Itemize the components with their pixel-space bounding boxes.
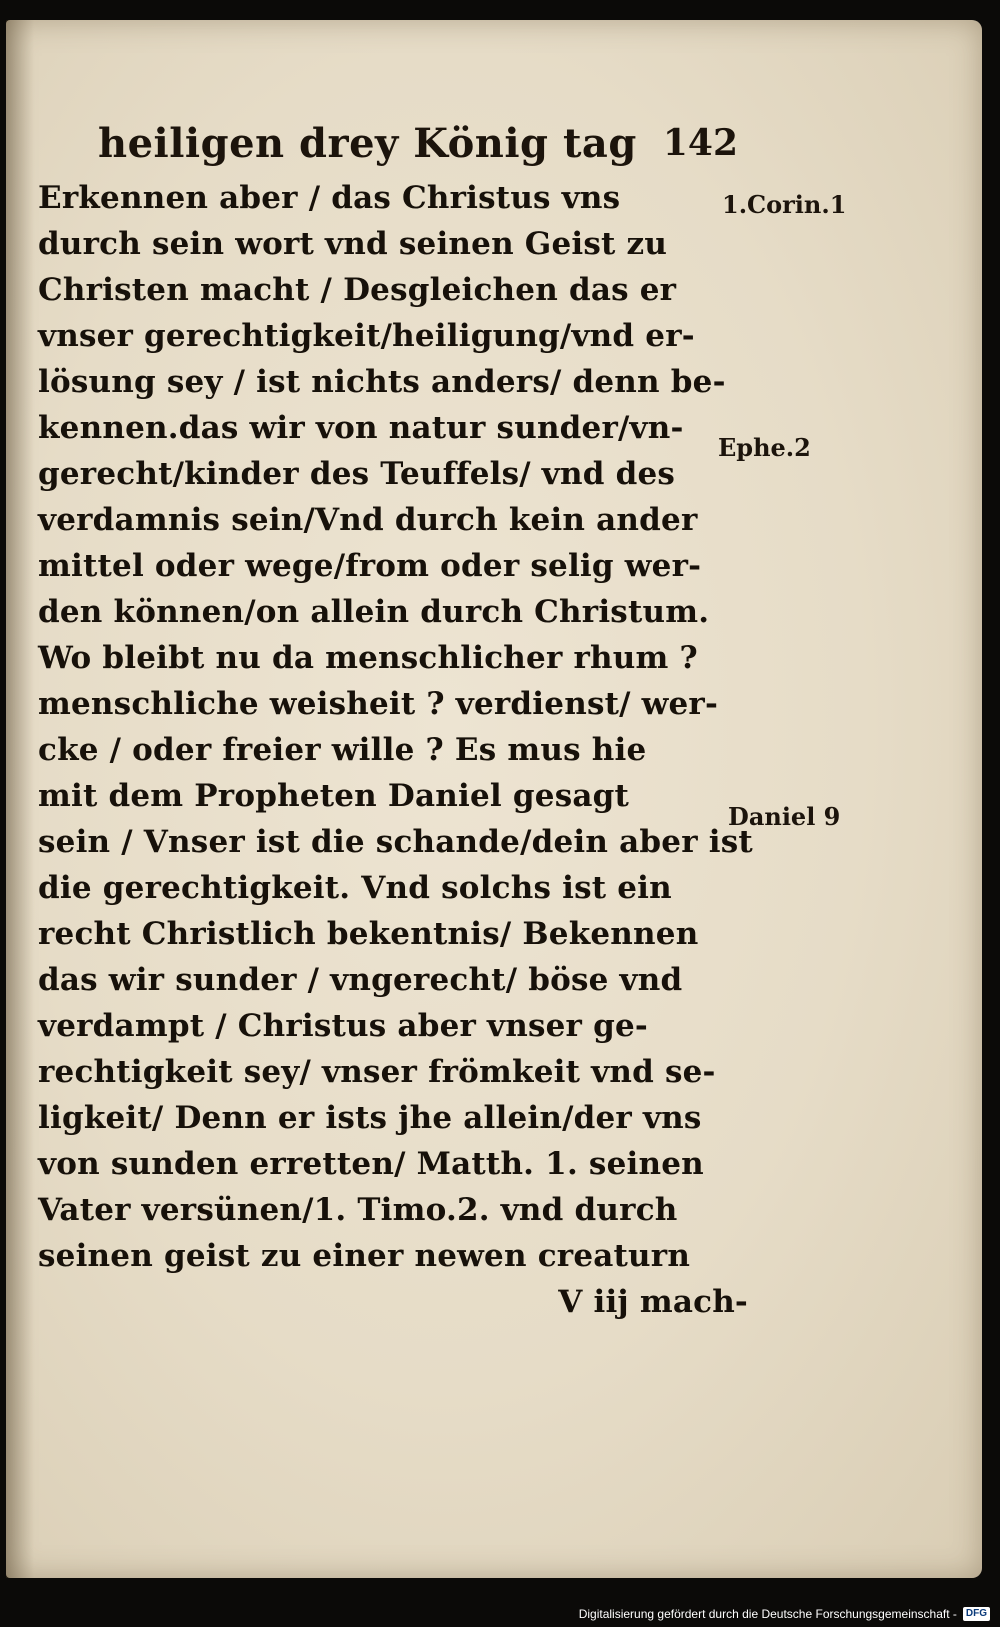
text-line: kennen.das wir von natur sunder/vn-	[38, 410, 684, 446]
text-line: verdamnis sein/Vnd durch kein ander	[38, 502, 698, 538]
page-number: 142	[662, 122, 738, 164]
page-header	[98, 120, 738, 170]
text-line: gerecht/kinder des Teuffels/ vnd des	[38, 456, 676, 492]
text-line: das wir sunder / vngerecht/ böse vnd	[38, 962, 683, 998]
book-page	[6, 20, 982, 1578]
credit-text: Digitalisierung gefördert durch die Deutsche Forschungsgemeinschaft -	[578, 1607, 957, 1621]
margin-note-corinthians: 1.Corin.1	[722, 190, 847, 219]
text-line: verdampt / Christus aber vnser ge-	[38, 1008, 648, 1044]
text-line: sein / Vnser ist die schande/dein aber ist	[38, 824, 753, 860]
text-line: lösung sey / ist nichts anders/ denn be-	[38, 364, 726, 400]
text-line: mit dem Propheten Daniel gesagt	[38, 778, 630, 814]
text-line: vnser gerechtigkeit/heiligung/vnd er-	[38, 318, 695, 354]
text-line: von sunden erretten/ Matth. 1. seinen	[38, 1146, 704, 1182]
text-line: Erkennen aber / das Christus vns	[38, 180, 621, 216]
text-line: rechtigkeit sey/ vnser frömkeit vnd se-	[38, 1054, 716, 1090]
digitization-credit	[579, 1607, 990, 1621]
margin-note-daniel: Daniel 9	[728, 802, 841, 831]
text-line: Vater versünen/1. Timo.2. vnd durch	[38, 1192, 678, 1228]
text-line: den können/on allein durch Christum.	[38, 594, 710, 630]
text-line: Wo bleibt nu da menschlicher rhum ?	[38, 640, 698, 676]
show-through-text	[746, 350, 886, 1350]
catchword-line: V iij mach-	[558, 1284, 748, 1320]
text-line: cke / oder freier wille ? Es mus hie	[38, 732, 647, 768]
text-line: ligkeit/ Denn er ists jhe allein/der vns	[38, 1100, 702, 1136]
running-title: heiligen drey König tag	[98, 120, 637, 167]
text-line: seinen geist zu einer newen creaturn	[38, 1238, 691, 1274]
text-line: durch sein wort vnd seinen Geist zu	[38, 226, 668, 262]
margin-note-ephesians: Ephe.2	[718, 433, 811, 462]
text-line: die gerechtigkeit. Vnd solchs ist ein	[38, 870, 672, 906]
text-line: menschliche weisheit ? verdienst/ wer-	[38, 686, 719, 722]
text-line: mittel oder wege/from oder selig wer-	[38, 548, 702, 584]
dfg-logo: DFG	[963, 1607, 990, 1621]
text-line: recht Christlich bekentnis/ Bekennen	[38, 916, 699, 952]
body-text	[38, 175, 758, 1325]
text-line: Christen macht / Desgleichen das er	[38, 272, 677, 308]
